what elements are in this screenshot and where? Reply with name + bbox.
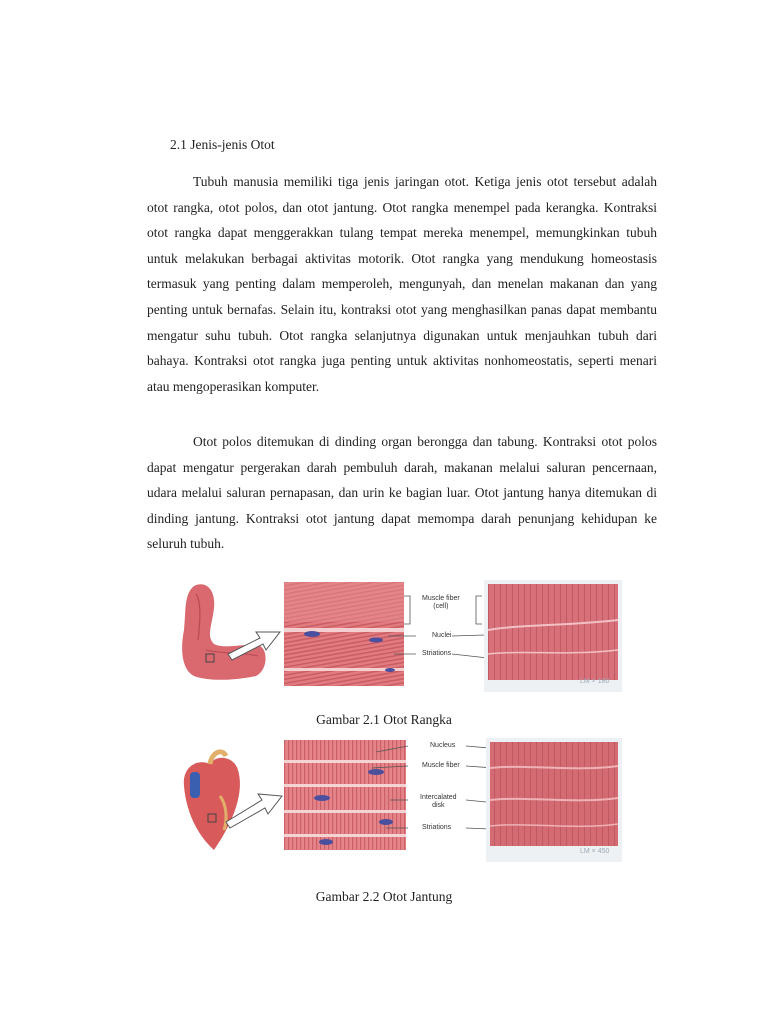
paragraph-2-text: Otot polos ditemukan di dinding organ berongga dan tabung. Kontraksi otot polos dapat mengatur pergerakan darah pembuluh darah, makanan melalui saluran pencernaan, udara melalui saluran pernapasan, dan urin ke bagian luar. Otot jantung hanya ditemukan di dinding jantung. Kontraksi otot jantung dapat memompa darah penunjang kehidupan ke seluruh tubuh. xyxy=(147,434,657,552)
label-nucleus: Nucleus xyxy=(430,742,456,749)
arm-icon xyxy=(182,584,265,680)
figure-cardiac-muscle xyxy=(176,738,622,862)
paragraph-smooth-cardiac xyxy=(147,429,657,557)
section-heading: 2.1 Jenis-jenis Otot xyxy=(170,137,275,152)
paragraph-1-text: Tubuh manusia memiliki tiga jenis jaringan otot. Ketiga jenis otot tersebut adalah otot rangka, otot polos, dan otot jantung. Otot rangka menempel pada kerangka. Kontraksi otot rangka dapat menggerakkan tulang tempat mereka menempel, memungkinkan tubuh untuk melakukan berbagai aktivitas motorik. Otot rangka yang mendukung homeostasis termasuk yang penting dalam memperoleh, mengunyah, dan menelan makanan dan yang penting untuk bernafas. Selain itu, kontraksi otot yang menghasilkan panas dapat membantu mengatur suhu tubuh. Otot rangka selanjutnya digunakan untuk menjauhkan tubuh dari bahaya. Kontraksi otot rangka juga penting untuk aktivitas nonhomeostatis, seperti menari atau mengoperasikan komputer. xyxy=(147,174,657,394)
figure-skeletal-muscle xyxy=(176,580,622,692)
figure-1-caption: Gambar 2.1 Otot Rangka xyxy=(316,712,452,727)
magnification-label: LM × 180 xyxy=(580,678,610,685)
label-intercalated-disk: Intercalated disk xyxy=(420,794,457,809)
micrograph-skeletal xyxy=(484,580,622,692)
cardiac-fiber-drawing xyxy=(284,740,406,850)
label-striations: Striations xyxy=(422,650,452,657)
magnification-label-cardiac: LM × 450 xyxy=(580,848,610,855)
fiber-drawing xyxy=(284,582,404,686)
label-striations-cardiac: Striations xyxy=(422,824,452,831)
figure-2-caption: Gambar 2.2 Otot Jantung xyxy=(315,889,453,904)
micrograph-cardiac xyxy=(486,738,622,862)
label-nuclei: Nuclei xyxy=(432,632,452,639)
cardiac-illustration xyxy=(176,738,622,862)
heart-icon xyxy=(184,752,240,850)
paragraph-skeletal xyxy=(147,169,657,399)
label-muscle-fiber: Muscle fiber (cell) xyxy=(422,595,460,610)
label-muscle-fiber-cardiac: Muscle fiber xyxy=(422,762,460,769)
skeletal-illustration xyxy=(176,580,622,692)
